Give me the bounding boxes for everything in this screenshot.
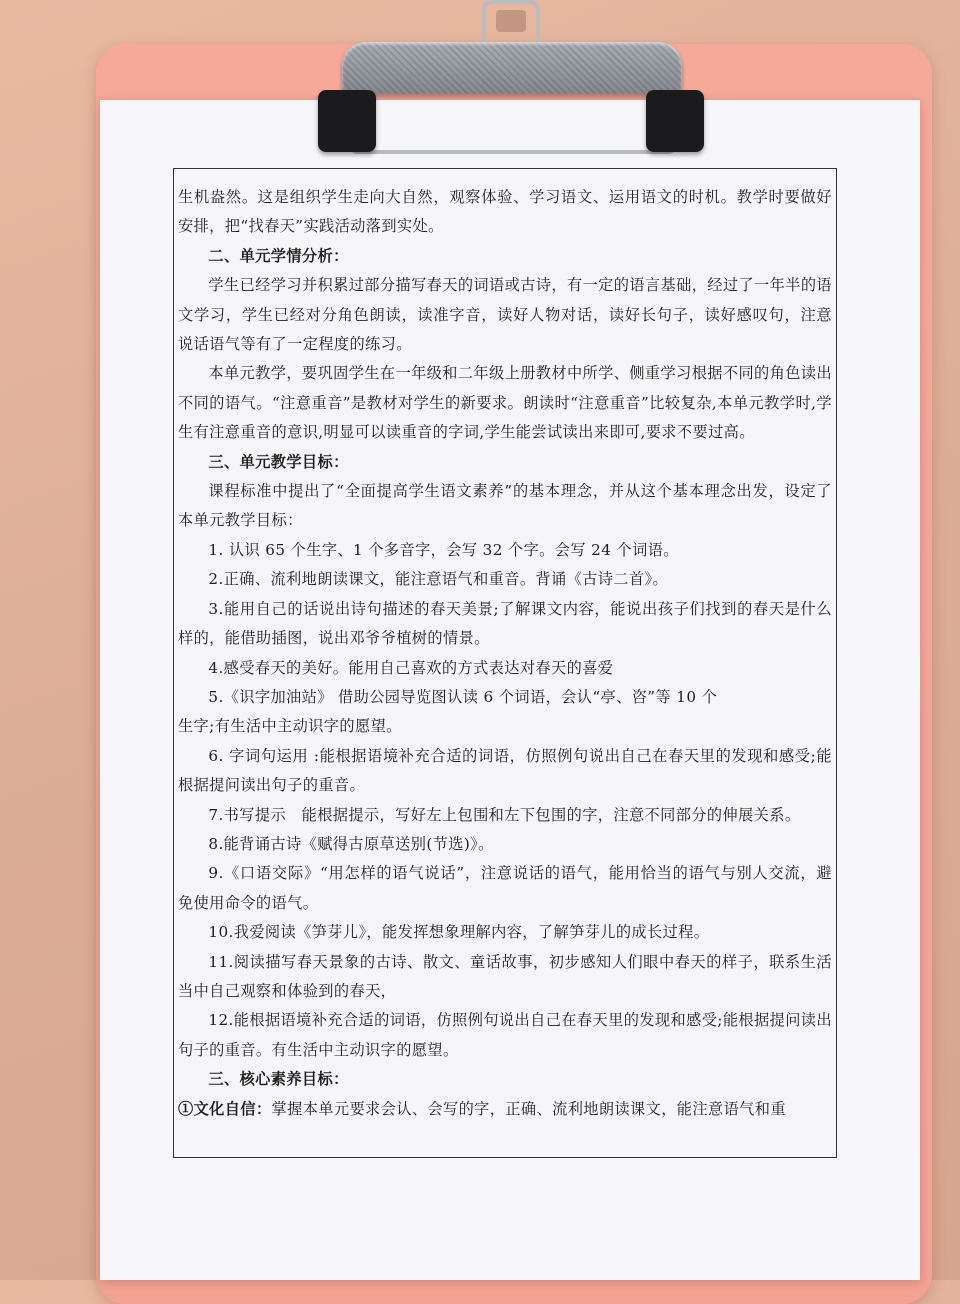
paragraph: 6. 字词句运用 :能根据语境补充合适的词语，仿照例句说出自己在春天里的发现和感受;能根据提问读出句子的重音。 — [178, 746, 832, 795]
paragraph: 9.《口语交际》“用怎样的语气说话”，注意说话的语气，能用恰当的语气与别人交流，避免使用命令的语气。 — [178, 864, 832, 912]
paragraph: 7.书写提示 能根据提示，写好左上包围和左下包围的字，注意不同部分的伸展关系。 — [208, 805, 801, 824]
paragraph: 5.《识字加油站》 借助公园导览图认读 6 个词语，会认“亭、咨”等 10 个 — [208, 687, 718, 706]
clip-plate — [342, 42, 682, 94]
core-text: 掌握本单元要求会认、会写的字，正确、流利地朗读课文，能注意语气和重 — [271, 1099, 786, 1118]
paragraph: 2.正确、流利地朗读课文，能注意语气和重音。背诵《古诗二首》。 — [208, 570, 669, 589]
paragraph: 生机盎然。这是组织学生走向大自然，观察体验、学习语文、运用语文的时机。教学时要做好安排，把“找春天”实践活动落到实处。 — [178, 188, 832, 236]
paragraph: 4.感受春天的美好。能用自己喜欢的方式表达对春天的喜爱 — [208, 658, 614, 677]
document-text-frame — [173, 168, 837, 1158]
section-heading: 三、核心素养目标： — [208, 1070, 349, 1089]
paragraph: 本单元教学，要巩固学生在一年级和二年级上册教材中所学、侧重学习根据不同的角色读出不同的语气。“注意重音”是教材对学生的新要求。朗读时“注意重音”比较复杂,本单元教学时,学生有注意重音的意识,明显可以读重音的字词,学生能尝试读出来即可,要求不要过高。 — [178, 364, 832, 442]
paragraph: 8.能背诵古诗《赋得古原草送别(节选)》。 — [208, 834, 494, 853]
core-label: ①文化自信： — [178, 1099, 272, 1118]
paragraph: 生字;有生活中主动识字的愿望。 — [178, 717, 402, 736]
paragraph: 学生已经学习并积累过部分描写春天的词语或古诗，有一定的语言基础，经过了一年半的语文学习，学生已经对分角色朗读，读准字音，读好人物对话，读好长句子，读好感叹句，注意说话语气等有了一定程度的练习。 — [178, 276, 832, 354]
paragraph: 10.我爱阅读《笋芽儿》，能发挥想象理解内容，了解笋芽儿的成长过程。 — [208, 923, 710, 942]
paragraph: 12.能根据语境补充合适的词语，仿照例句说出自己在春天里的发现和感受;能根据提问读出句子的重音。有生活中主动识字的愿望。 — [178, 1011, 832, 1059]
clip-wire — [348, 88, 678, 154]
section-heading: 三、单元教学目标： — [208, 452, 349, 471]
paragraph: 课程标准中提出了“全面提高学生语文素养”的基本理念，并从这个基本理念出发，设定了本单元教学目标： — [178, 482, 832, 530]
clip-foot-left — [318, 90, 376, 152]
paragraph: 3.能用自己的话说出诗句描述的春天美景;了解课文内容，能说出孩子们找到的春天是什么样的，能借助插图，说出邓爷爷植树的情景。 — [178, 599, 832, 648]
section-heading: 二、单元学情分析： — [208, 246, 349, 265]
core-literacy-line — [178, 1095, 832, 1124]
clip-ring-hole — [496, 10, 526, 32]
clip-foot-right — [646, 90, 704, 152]
paragraph: 1. 认识 65 个生字、1 个多音字，会写 32 个字。会写 24 个词语。 — [208, 540, 679, 559]
paragraph: 11.阅读描写春天景象的古诗、散文、童话故事，初步感知人们眼中春天的样子，联系生活当中自己观察和体验到的春天， — [178, 952, 832, 1000]
